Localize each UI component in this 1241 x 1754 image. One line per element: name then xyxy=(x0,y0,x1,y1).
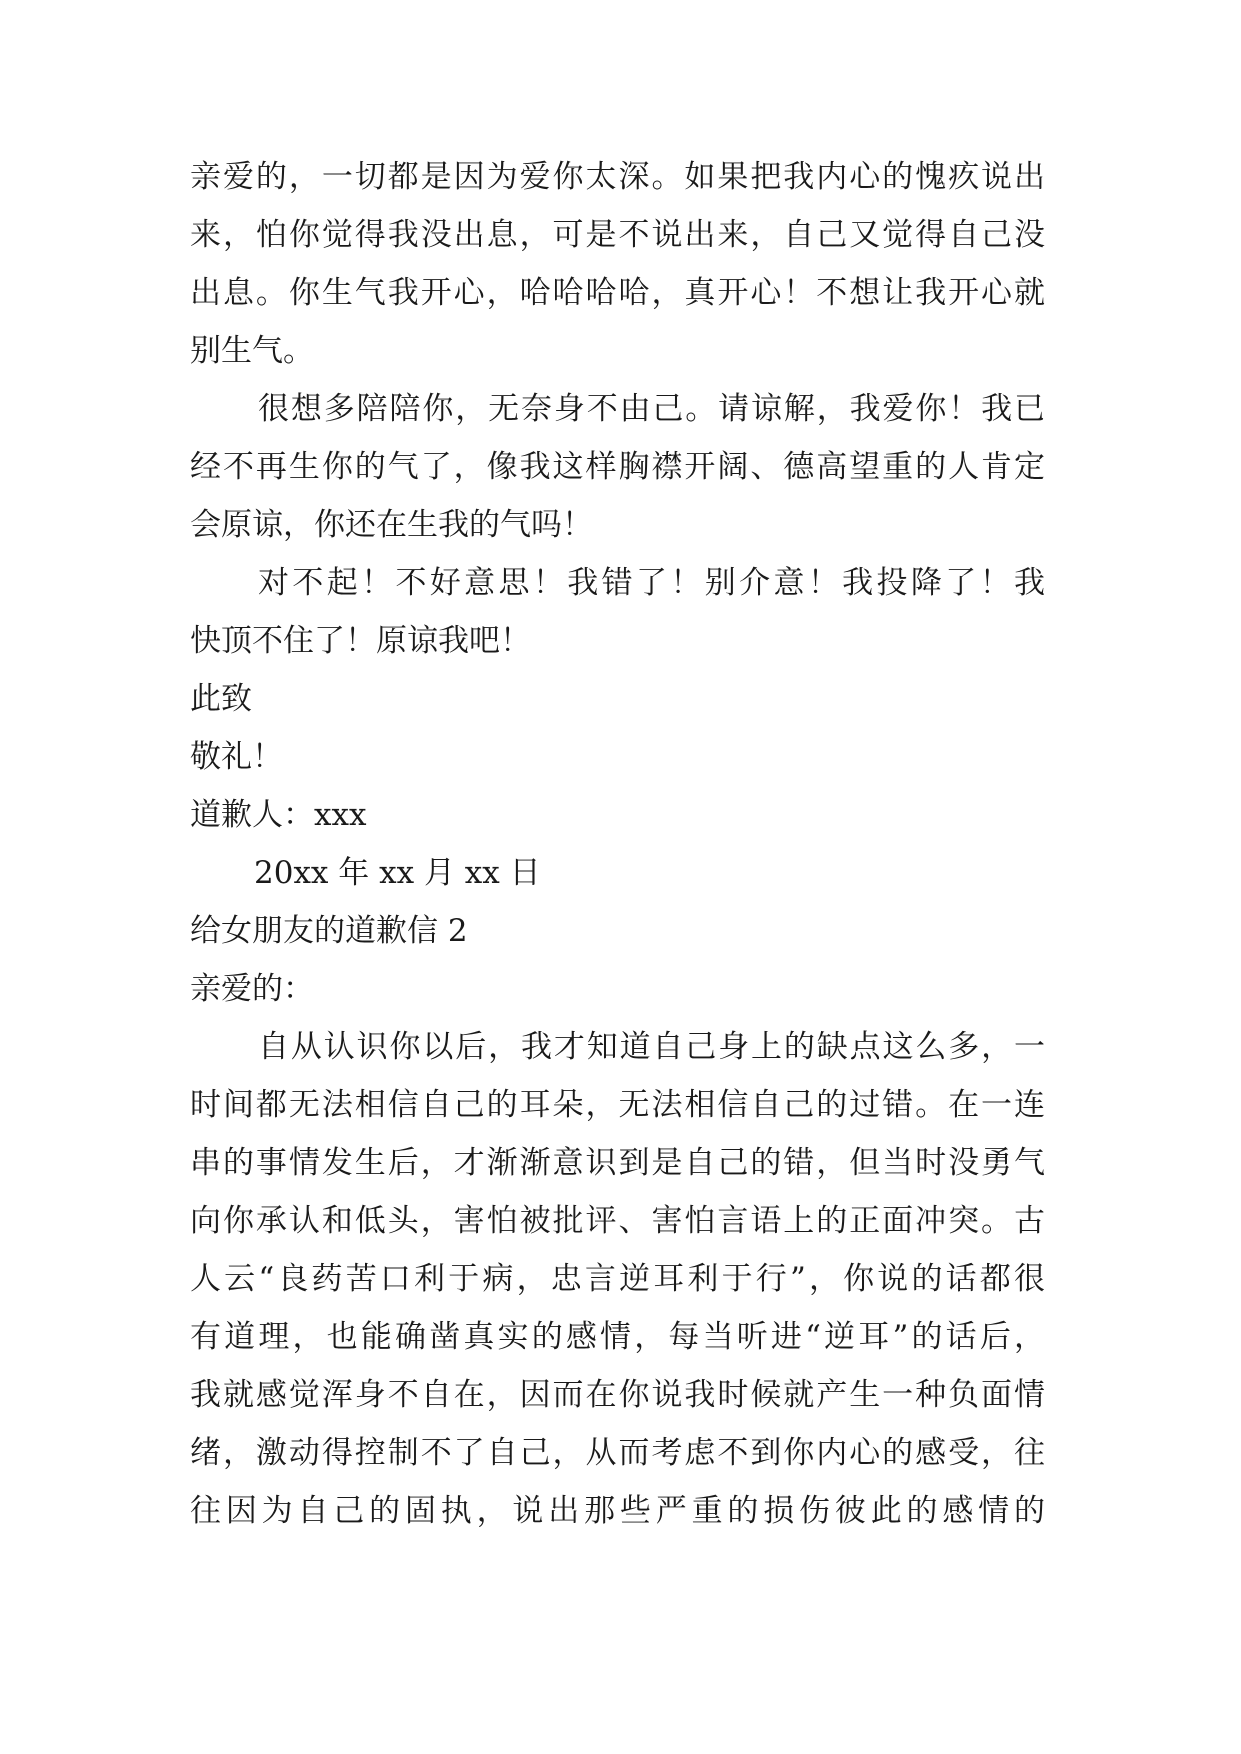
text-line: 来，怕你觉得我没出息，可是不说出来，自己又觉得自己没 xyxy=(190,217,1045,253)
text-line: 出息。你生气我开心，哈哈哈哈，真开心！不想让我开心就 xyxy=(190,275,1045,311)
section-title: 给女朋友的道歉信 2 xyxy=(190,913,468,949)
text-line: 对不起！不好意思！我错了！别介意！我投降了！我 xyxy=(258,565,1045,601)
text-line: 串的事情发生后，才渐渐意识到是自己的错，但当时没勇气 xyxy=(190,1145,1045,1181)
text-line: 经不再生你的气了，像我这样胸襟开阔、德高望重的人肯定 xyxy=(190,449,1045,485)
text-line: 往因为自己的固执，说出那些严重的损伤彼此的感情的 xyxy=(190,1493,1045,1529)
text-line: 我就感觉浑身不自在，因而在你说我时候就产生一种负面情 xyxy=(190,1377,1045,1413)
text-line: 时间都无法相信自己的耳朵，无法相信自己的过错。在一连 xyxy=(190,1087,1045,1123)
text-line: 绪，激动得控制不了自己，从而考虑不到你内心的感受，往 xyxy=(190,1435,1045,1471)
greeting-line: 亲爱的： xyxy=(190,971,314,1007)
text-line: 很想多陪陪你，无奈身不由己。请谅解，我爱你！我已 xyxy=(258,391,1045,427)
salutation-line: 敬礼！ xyxy=(190,739,283,775)
document-body xyxy=(190,148,1045,1540)
text-line: 人云“良药苦口利于病，忠言逆耳利于行”，你说的话都很 xyxy=(190,1261,1045,1297)
text-line: 自从认识你以后，我才知道自己身上的缺点这么多，一 xyxy=(258,1029,1045,1065)
text-line: 别生气。 xyxy=(190,333,314,369)
date-line: 20xx 年 xx 月 xx 日 xyxy=(254,855,541,891)
text-line: 亲爱的，一切都是因为爱你太深。如果把我内心的愧疚说出 xyxy=(190,159,1045,195)
signature-line: 道歉人：xxx xyxy=(190,797,367,833)
text-line: 会原谅，你还在生我的气吗！ xyxy=(190,507,593,543)
text-line: 有道理，也能确凿真实的感情，每当听进“逆耳”的话后， xyxy=(190,1319,1045,1355)
text-line: 快顶不住了！原谅我吧！ xyxy=(190,623,531,659)
closing-line: 此致 xyxy=(190,681,252,717)
text-line: 向你承认和低头，害怕被批评、害怕言语上的正面冲突。古 xyxy=(190,1203,1045,1239)
